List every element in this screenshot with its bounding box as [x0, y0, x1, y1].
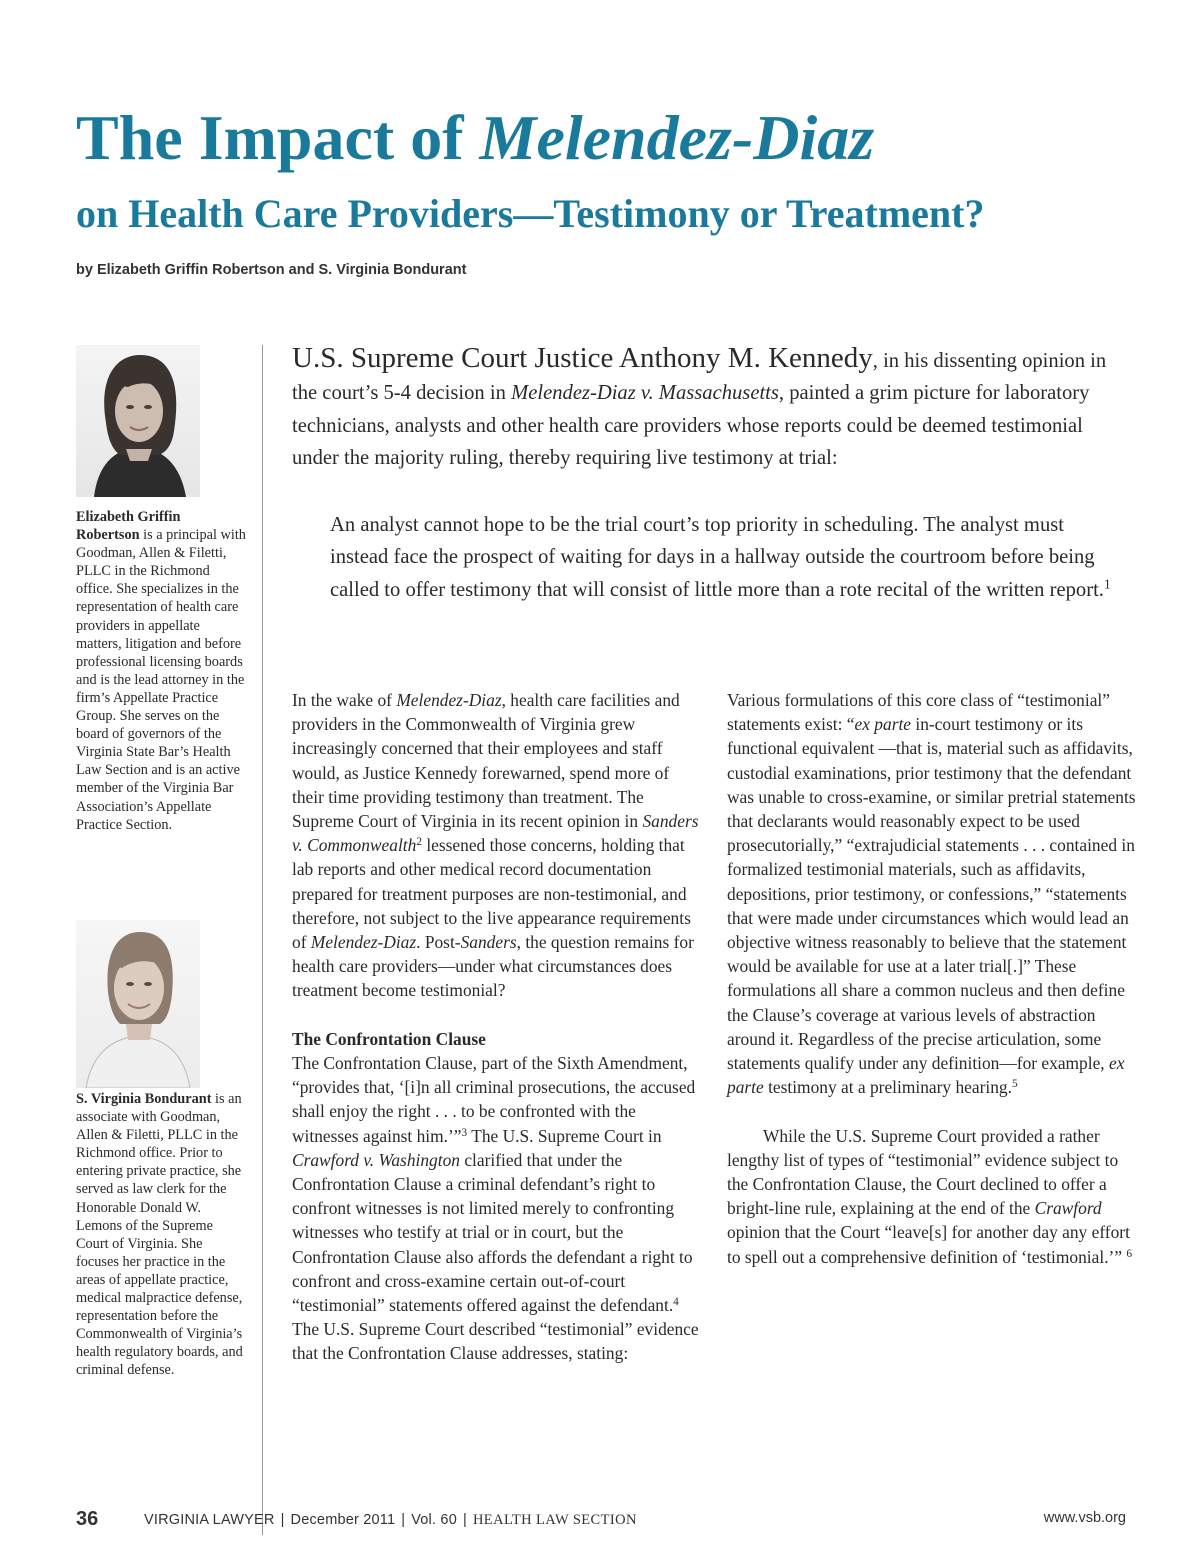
author-bio-robertson: Elizabeth Griffin Robertson is a principal with Goodman, Allen & Filetti, PLLC in the Richmond office. She specializes in the representation of health care providers in appellate matters, litigation and before professional licensing boards and is the lead attorney in the firm’s Appellate Practice Group. She serves on the board of governors of the Virginia State Bar’s Health Law Section and is an active member of the Virginia Bar Association’s Appellate Practice Section.: [76, 509, 246, 833]
section-heading: The Confrontation Clause: [292, 1028, 486, 1049]
footnote-ref: 5: [1011, 1078, 1018, 1091]
page-number: 36: [76, 1508, 99, 1530]
block-quote: An analyst cannot hope to be the trial court’s top priority in scheduling. The analyst must instead face the prospect of waiting for days in a hallway outside the courtroom before being called to offer testimony that will consist of little more than a rote recital of the written report.$^1$: [330, 514, 1111, 601]
paragraph: The Confrontation Clause, part of the Sixth Amendment, “provides that, ‘[i]n all criminal prosecutions, the accused shall enjoy the right . . . to be confronted with the witnesses against him.’”$^3$ The U.S. Supreme Court in Crawford v. Washington clarified that under the Confrontation Clause a criminal defendant’s right to confront witnesses is not limited merely to confronting witnesses who testify at trial or in court, but the Confrontation Clause also affords the defendant a right to confront and cross-examine certain out-of-court “testimonial” statements offered against the defendant.$^4$ The U.S. Supreme Court described “testimonial” evidence that the Confrontation Clause addresses, stating:: [292, 1053, 699, 1364]
footnote-ref: 4: [673, 1295, 679, 1308]
article-subtitle: on Health Care Providers—Testimony or Treatment?: [76, 191, 985, 236]
footnote-ref: 2: [416, 836, 422, 848]
body-column-right: [727, 688, 1137, 1269]
article-title-case: Melendez-Diaz: [479, 102, 875, 173]
website-url: www.vsb.org: [1043, 1510, 1126, 1526]
author-photo-robertson: [76, 345, 200, 497]
author-name: Elizabeth Griffin Robertson: [76, 509, 181, 544]
lead-opener: U.S. Supreme Court Justice Anthony M. Kennedy: [292, 342, 873, 374]
publication-info: VIRGINIA LAWYER | December 2011 | Vol. 60 | HEALTH LAW SECTION: [144, 1512, 637, 1528]
footnote-ref: 3: [461, 1126, 468, 1139]
author-photo-bondurant: [76, 920, 200, 1088]
footnote-ref: 6: [1126, 1247, 1133, 1260]
article-title: The Impact of Melendez-Diaz: [76, 102, 875, 173]
footnote-ref: 1: [1103, 576, 1111, 592]
author-bio-bondurant: S. Virginia Bondurant is an associate with Goodman, Allen & Filetti, PLLC in the Richmond office. Prior to entering private practice, she served as law clerk for the Honorable Donald W. Lemons of the Supreme Court of Virginia. She focuses her practice in the areas of appellate practice, medical malpractice defense, representation before the Commonwealth of Virginia’s health regulatory boards, and criminal defense.: [76, 1091, 243, 1379]
byline: by Elizabeth Griffin Robertson and S. Virginia Bondurant: [76, 262, 467, 278]
quoted-paragraph: Various formulations of this core class of “testimonial” statements exist: “ex parte in-court testimony or its functional equivalent —that is, material such as affidavits, custodial examinations, prior testimony that the defendant was unable to cross-examine, or similar pretrial statements that declarants would reasonably expect to be used prosecutorially,” “extrajudicial statements . . . contained in formalized testimonial materials, such as affidavits, depositions, prior testimony, or confessions,” “statements that were made under circumstances which would lead an objective witness reasonably to believe that the statement would be available for use at a later trial[.]” These formulations all share a common nucleus and then define the Clause’s coverage at various levels of abstraction around it. Regardless of the precise articulation, some statements qualify under any definition—for example, ex parte testimony at a preliminary hearing.$^5$: [727, 690, 1136, 1098]
column-divider: [262, 345, 263, 1535]
body-column-left: [292, 688, 702, 1366]
paragraph: In the wake of Melendez-Diaz, health care facilities and providers in the Commonwealth of Virginia grew increasingly concerned that their employees and staff would, as Justice Kennedy forewarned, spend more of their time providing testimony than treatment. The Supreme Court of Virginia in its recent opinion in Sanders v. Commonwealth$^2$ lessened those concerns, holding that lab reports and other medical record documentation prepared for treatment purposes are non-testimonial, and therefore, not subject to the live appearance requirements of Melendez-Diaz. Post-Sanders, the question remains for health care providers—under what circumstances does treatment become testimonial?: [292, 690, 699, 1001]
lead-paragraph: U.S. Supreme Court Justice Anthony M. Kennedy, in his dissenting opinion in the court’s 5-4 decision in Melendez-Diaz v. Massachusetts, painted a grim picture for laboratory technicians, analysts and other health care providers whose reports could be deemed testimonial under the majority ruling, thereby requiring live testimony at trial:: [292, 342, 1107, 470]
paragraph: While the U.S. Supreme Court provided a rather lengthy list of types of “testimonial” evidence subject to the Confrontation Clause, the Court declined to offer a bright-line rule, explaining at the end of the Crawford opinion that the Court “leave[s] for another day any effort to spell out a comprehensive definition of ‘testimonial.’” $^6$: [727, 1125, 1133, 1267]
author-name: S. Virginia Bondurant: [76, 1091, 212, 1107]
case-name: Melendez-Diaz v. Massachusetts: [511, 382, 779, 405]
page-footer: [76, 1508, 1136, 1534]
